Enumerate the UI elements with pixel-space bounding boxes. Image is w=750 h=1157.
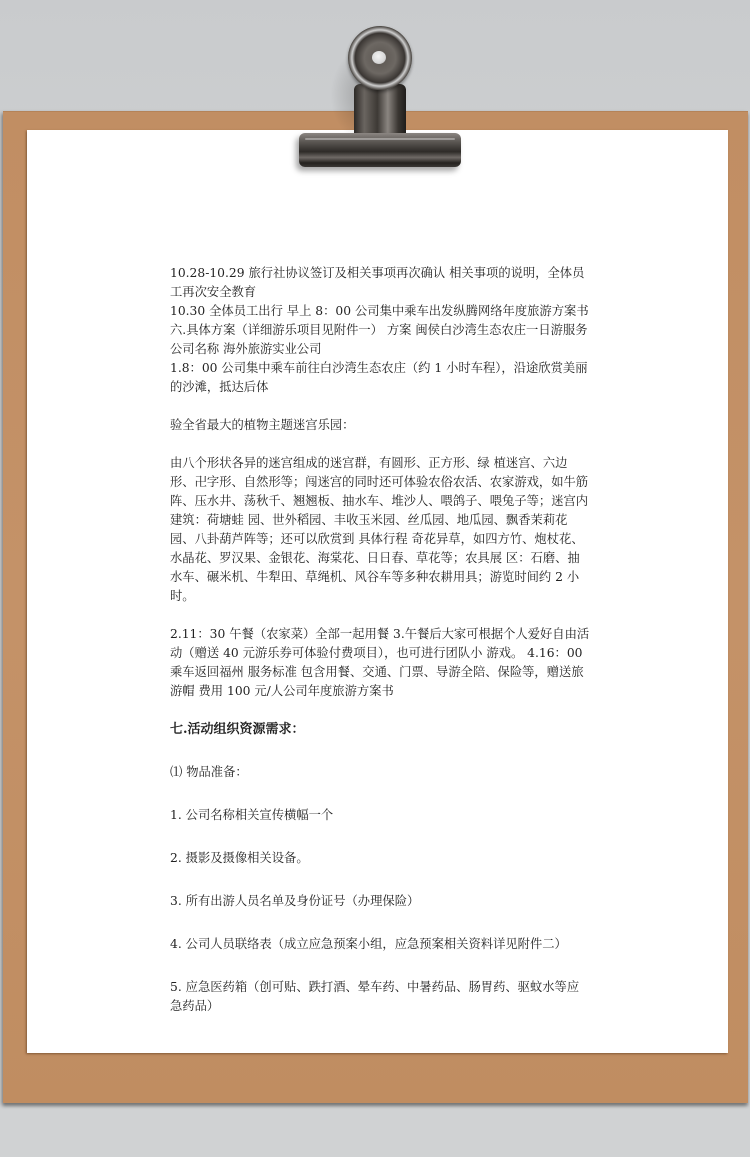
schedule-paragraph-1: 10.28-10.29 旅行社协议签订及相关事项再次确认 相关事项的说明，全体员工再次安全教育 — [170, 266, 585, 299]
schedule-paragraph-2: 10.30 全体员工出行 早上 8：00 公司集中乘车出发纵腾网络年度旅游方案书 六.具体方案（详细游乐项目见附件一） 方案 闽侯白沙湾生态农庄一日游服务公司名称 海外旅游实业公司 — [170, 304, 589, 356]
list-item: 5. 应急医药箱（创可贴、跌打酒、晕车药、中暑药品、肠胃药、驱蚊水等应急药品） — [170, 980, 580, 1013]
schedule-paragraph-3: 1.8：00 公司集中乘车前往白沙湾生态农庄（约 1 小时车程），沿途欣赏美丽的沙滩，抵达后体 — [170, 361, 588, 394]
document-body — [170, 264, 590, 1016]
maze-description: 由八个形状各异的迷宫组成的迷宫群，有圆形、正方形、绿 植迷宫、六边形、卍字形、自然形等；闯迷宫的同时还可体验农俗农活、农家游戏，如牛筋 阵、压水井、荡秋千、翘翘板、抽水车、堆沙人、喂鸽子、喂兔子等；迷宫内建筑：荷塘蛙 园、世外稻园、丰收玉米园、丝瓜园、地瓜园、飘香茉莉花园、八卦葫芦阵等；还可以欣赏到 具体行程 奇花异草，如四方竹、炮杖花、水晶花、罗汉果、金银花、海棠花、日日春、草花等；农具展 区：石磨、抽水车、碾米机、牛犁田、草绳机、风谷车等多种农耕用具；游览时间约 2 小时。 — [170, 456, 589, 603]
lunch-paragraph: 2.11：30 午餐（农家菜）全部一起用餐 3.午餐后大家可根据个人爱好自由活动（赠送 40 元游乐券可体验付费项目），也可进行团队小 游戏。 4.16：00 乘车返回福州 服务标准 包含用餐、交通、门票、导游全陪、保险等，赠送旅游帽 费用 100 元/人公司年度旅游方案书 — [170, 627, 590, 698]
subsection-heading: ⑴ 物品准备： — [170, 765, 248, 779]
maze-title: 验全省最大的植物主题迷宫乐园： — [170, 418, 355, 432]
list-item: 2. 摄影及摄像相关设备。 — [170, 851, 309, 865]
list-item: 3. 所有出游人员名单及身份证号（办理保险） — [170, 894, 420, 908]
clip-ring — [348, 26, 412, 90]
list-item: 4. 公司人员联络表（成立应急预案小组，应急预案相关资料详见附件二） — [170, 937, 567, 951]
list-item: 1. 公司名称相关宣传横幅一个 — [170, 808, 334, 822]
clip-hole — [372, 51, 386, 64]
section-heading: 七.活动组织资源需求： — [170, 722, 305, 737]
